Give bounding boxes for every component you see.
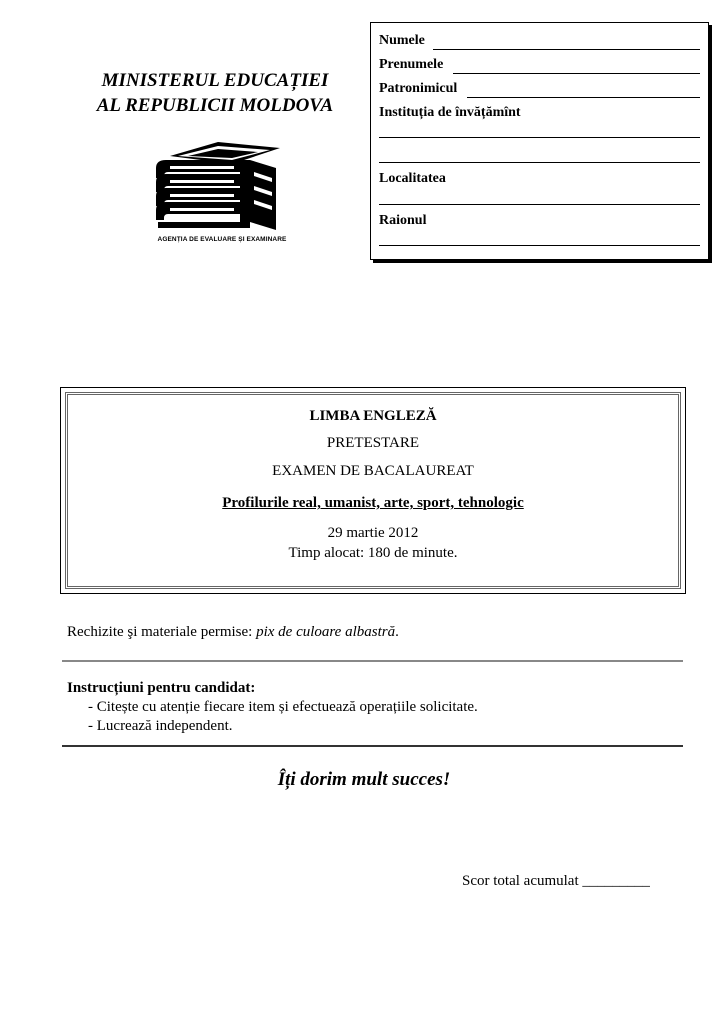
exam-profiles: Profilurile real, umanist, arte, sport, tehnologic (222, 495, 524, 511)
materials-value: pix de culoare albastră (256, 624, 396, 640)
institution-field-line-2[interactable] (379, 162, 700, 163)
divider-bottom (62, 745, 683, 747)
exam-name: EXAMEN DE BACALAUREAT (272, 463, 474, 479)
instructions-title: Instrucțiuni pentru candidat: (67, 680, 256, 696)
ministry-line-1: MINISTERUL EDUCAȚIEI (101, 70, 329, 91)
ministry-heading (70, 68, 360, 118)
district-label: Raionul (379, 213, 427, 228)
institution-label: Instituția de învățămînt (379, 105, 521, 120)
locality-field[interactable] (379, 204, 700, 205)
total-score-field[interactable]: Scor total acumulat _________ (462, 873, 650, 889)
exam-type: PRETESTARE (326, 435, 420, 451)
exam-time-allotted: Timp alocat: 180 de minute. (288, 545, 458, 561)
candidate-info-box (370, 22, 709, 260)
institution-field-line-1[interactable] (379, 137, 700, 138)
logo-caption: AGENȚIA DE EVALUARE ȘI EXAMINARE (157, 236, 287, 243)
locality-label: Localitatea (379, 171, 446, 186)
patronymic-field[interactable] (467, 97, 700, 98)
divider-top (62, 660, 683, 662)
exam-date: 29 martie 2012 (327, 525, 419, 541)
patronymic-label: Patronimicul (379, 81, 458, 96)
name-field[interactable] (433, 49, 700, 50)
good-luck-message: Îți dorim mult succes! (277, 769, 451, 790)
first-name-field[interactable] (453, 73, 700, 74)
instruction-item: - Lucrează independent. (88, 718, 233, 734)
first-name-label: Prenumele (379, 57, 444, 72)
name-label: Numele (379, 33, 425, 48)
permitted-materials (67, 624, 399, 641)
instruction-item: - Citește cu atenție fiecare item și efectuează operațiile solicitate. (88, 699, 478, 715)
district-field[interactable] (379, 245, 700, 246)
ministry-line-2: AL REPUBLICII MOLDOVA (96, 95, 334, 116)
exam-title-box-frame (65, 392, 681, 589)
materials-label: Rechizite şi materiale permise: (67, 624, 257, 640)
exam-subject: LIMBA ENGLEZĂ (309, 408, 437, 424)
materials-suffix: . (395, 624, 399, 640)
exam-title-box (60, 387, 686, 594)
